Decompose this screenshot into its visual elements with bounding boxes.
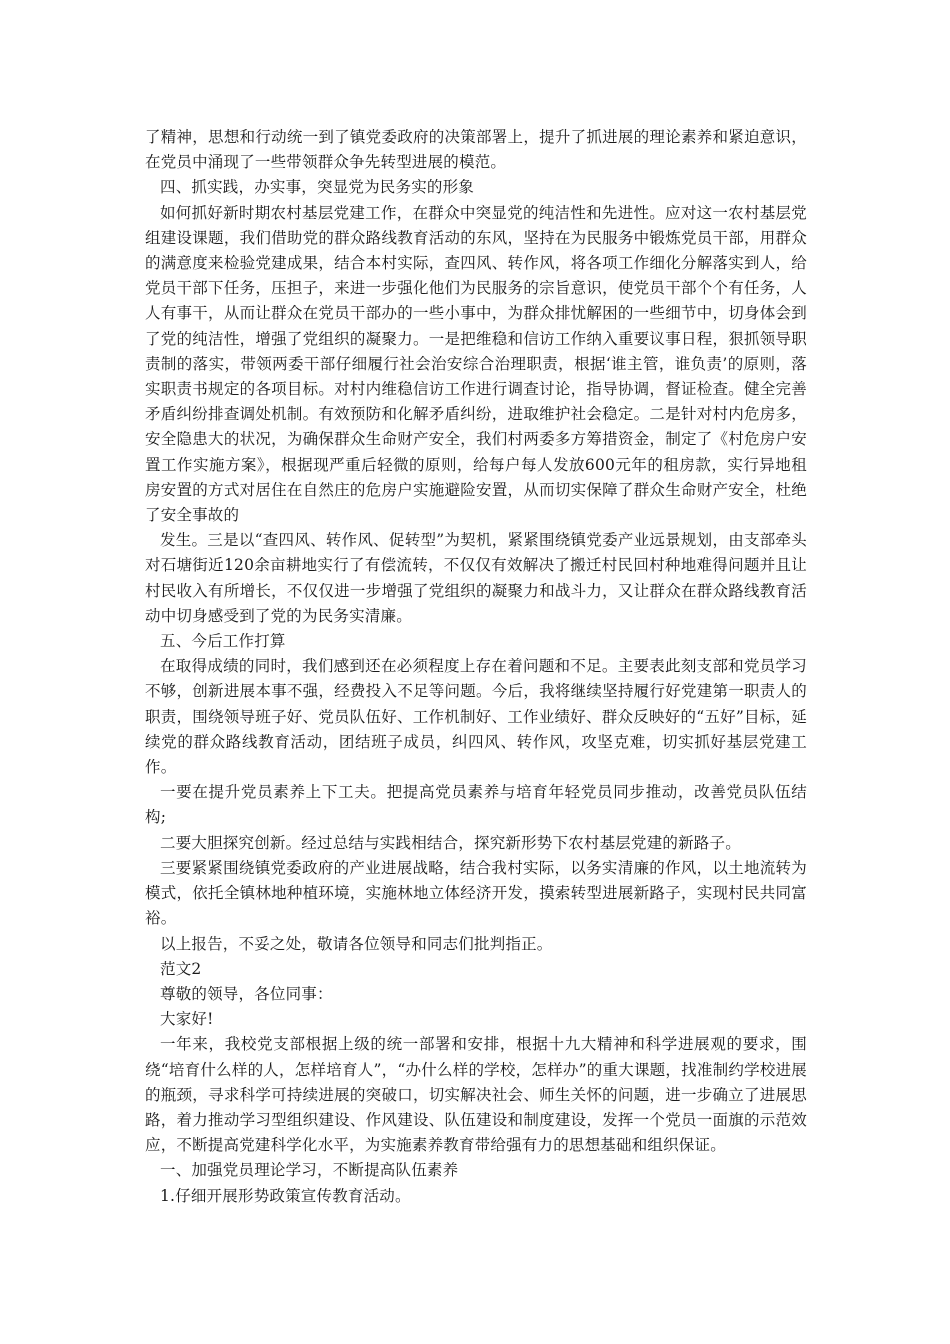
paragraph: 一年来，我校党支部根据上级的统一部署和安排，根据十九大精神和科学进展观的要求，围绕“培育什么样的人，怎样培育人”，“办什么样的学校，怎样办”的重大课题，找准制约学校进展的瓶颈，寻求科学可持续进展的突破口，切实解决社会、师生关怀的问题，进一步确立了进展思路，着力推动学习型组织建设、作风建设、队伍建设和制度建设，发挥一个党员一面旗的示范效应，不断提高党建科学化水平，为实施素养教育带给强有力的思想基础和组织保证。 (145, 1035, 807, 1155)
paragraph: 如何抓好新时期农村基层党建工作，在群众中突显党的纯洁性和先进性。应对这一农村基层党组建设课题，我们借助党的群众路线教育活动的东风，坚持在为民服务中锻炼党员干部，用群众的满意度来检验党建成果，结合本村实际，查四风、转作风，将各项工作细化分解落实到人，给党员干部下任务，压担子，来进一步强化他们为民服务的宗旨意识，使党员干部个个有任务，人人有事干，从而让群众在党员干部办的一些小事中，为群众排忧解困的一些细节中，切身体会到了党的纯洁性，增强了党组织的凝聚力。一是把维稳和信访工作纳入重要议事日程，狠抓领导职责制的落实，带领两委干部仔细履行社会治安综合治理职责，根据‘谁主管，谁负责’的原则，落实职责书规定的各项目标。对村内维稳信访工作进行调查讨论，指导协调，督证检查。健全完善矛盾纠纷排查调处机制。有效预防和化解矛盾纠纷，进取维护社会稳定。二是针对村内危房多，安全隐患大的状况，为确保群众生命财产安全，我们村两委多方筹措资金，制定了《村危房户安置工作实施方案》，根据现严重后轻微的原则，给每户每人发放600元年的租房款，实行异地租房安置的方式对居住在自然庄的危房户实施避险安置，从而切实保障了群众生命财产安全，杜绝了安全事故的 (145, 203, 807, 525)
paragraph: 发生。三是以“查四风、转作风、促转型”为契机，紧紧围绕镇党委产业远景规划，由支部牵头对石塘街近120余亩耕地实行了有偿流转，不仅仅有效解决了搬迁村民回村种地难得问题并且让村民收入有所增长，不仅仅进一步增强了党组织的凝聚力和战斗力，又让群众在群众路线教育活动中切身感受到了党的为民务实清廉。 (145, 531, 807, 625)
section-heading: 一、加强党员理论学习，不断提高队伍素养 (160, 1161, 459, 1180)
section-heading: 五、今后工作打算 (160, 632, 286, 651)
paragraph: 三要紧紧围绕镇党委政府的产业进展战略，结合我村实际，以务实清廉的作风，以土地流转为模式，依托全镇林地种植环境，实施林地立体经济开发，摸索转型进展新路子，实现村民共同富裕。 (145, 858, 807, 928)
list-item: 1.仔细开展形势政策宣传教育活动。 (160, 1186, 411, 1205)
document-body (145, 125, 807, 1209)
paragraph: 了精神，思想和行动统一到了镇党委政府的决策部署上，提升了抓进展的理论素养和紧迫意识，在党员中涌现了一些带领群众争先转型进展的模范。 (145, 128, 807, 172)
paragraph: 一要在提升党员素养上下工夫。把提高党员素养与培育年轻党员同步推动，改善党员队伍结构; (145, 783, 807, 827)
salutation: 尊敬的领导，各位同事： (160, 984, 333, 1003)
paragraph: 以上报告，不妥之处，敬请各位领导和同志们批判指正。 (160, 934, 553, 953)
greeting: 大家好! (160, 1010, 214, 1029)
sample-title: 范文2 (160, 959, 202, 978)
section-heading: 四、抓实践，办实事，突显党为民务实的形象 (160, 178, 475, 197)
paragraph: 在取得成绩的同时，我们感到还在必须程度上存在着问题和不足。主要表此刻支部和党员学习不够，创新进展本事不强，经费投入不足等问题。今后，我将继续坚持履行好党建第一职责人的职责，围绕领导班子好、党员队伍好、工作机制好、工作业绩好、群众反映好的“五好”目标，延续党的群众路线教育活动，团结班子成员，纠四风、转作风，攻坚克难，切实抓好基层党建工作。 (145, 657, 807, 777)
paragraph: 二要大胆探究创新。经过总结与实践相结合，探究新形势下农村基层党建的新路子。 (160, 833, 741, 852)
